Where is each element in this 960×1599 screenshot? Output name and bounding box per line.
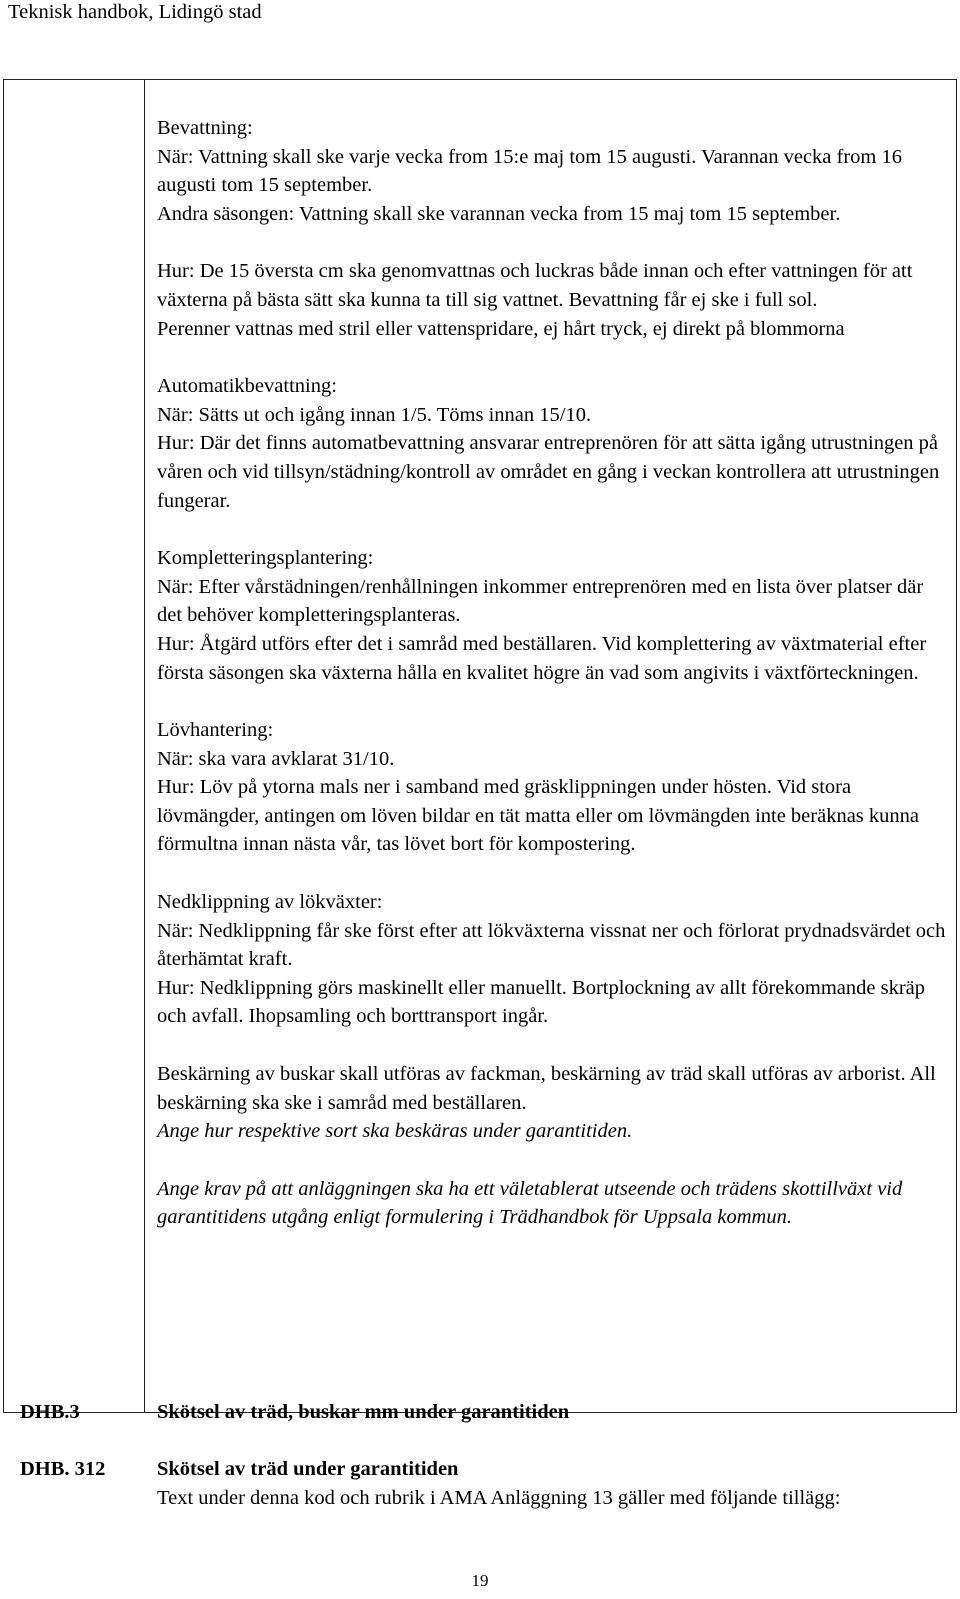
lov-nar: När: ska vara avklarat 31/10. [157, 747, 395, 770]
komplettering-heading: Kompletteringsplantering: [157, 547, 374, 570]
section-code: DHB.3 [20, 1401, 80, 1423]
bevattning-nar: När: Vattning skall ske varje vecka from 15:e maj tom 15 augusti. Varannan vecka from 16 augusti tom 15 september. [157, 145, 903, 197]
section-text: Text under denna kod och rubrik i AMA Anläggning 13 gäller med följande tillägg: [157, 1486, 841, 1509]
garantitid-instruction: Ange krav på att anläggningen ska ha ett väletablerat utseende och trädens skottillväxt vid garantitidens utgång enligt formulering i Trädhandbok för Uppsala kommun. [157, 1177, 903, 1229]
bevattning-heading: Bevattning: [157, 117, 253, 139]
lokvaxter-hur: Hur: Nedklippning görs maskinellt eller manuellt. Bortplockning av allt förekommande skräp och avfall. Ihopsamling och borttransport ingår. [157, 976, 926, 1028]
automatik-nar: När: Sätts ut och igång innan 1/5. Töms innan 15/10. [157, 403, 592, 426]
komplettering-nar: När: Efter vårstädningen/renhållningen inkommer entreprenören med en lista över platser där det behöver kompletteringsplanteras. [157, 575, 924, 627]
lokvaxter-nar: När: Nedklippning får ske först efter att lökväxterna vissnat ner och förlorat prydnadsvärdet och återhämtat kraft. [157, 919, 946, 971]
beskarning-instruction: Ange hur respektive sort ska beskäras under garantitiden. [157, 1120, 633, 1143]
section-title: Skötsel av träd under garantitiden [157, 1458, 459, 1480]
komplettering-hur: Hur: Åtgärd utförs efter det i samråd med beställaren. Vid komplettering av växtmaterial efter första säsongen ska växterna hålla en kvalitet högre än vad som angivits i växtförteckningen. [157, 632, 927, 684]
section-code: DHB. 312 [20, 1458, 106, 1480]
automatik-heading: Automatikbevattning: [157, 375, 337, 398]
column-divider [144, 80, 145, 1412]
bevattning-andra-sasongen: Andra säsongen: Vattning skall ske varannan vecka from 15 maj tom 15 september. [157, 202, 841, 225]
lov-hur: Hur: Löv på ytorna mals ner i samband med gräsklippningen under hösten. Vid stora lövmängder, antingen om löven bildar en tät matta eller om lövmängden inte beräknas kunna förmultna innan nästa vår, tas lövet bort för kompostering. [157, 776, 920, 856]
bevattning-perenner: Perenner vattnas med stril eller vattenspridare, ej hårt tryck, ej direkt på blommorna [157, 317, 845, 340]
lokvaxter-heading: Nedklippning av lökväxter: [157, 891, 383, 914]
page-header: Teknisk handbok, Lidingö stad [8, 1, 262, 23]
bevattning-hur: Hur: De 15 översta cm ska genomvattnas och luckras både innan och efter vattningen för att växterna på bästa sätt ska kunna ta till sig vattnet. Bevattning får ej ske i full sol. [157, 260, 913, 311]
section-title: Skötsel av träd, buskar mm under garantitiden [157, 1401, 570, 1423]
page-number: 19 [471, 1571, 489, 1590]
lov-heading: Lövhantering: [157, 719, 274, 742]
main-content [157, 114, 947, 1232]
beskarning-text: Beskärning av buskar skall utföras av fackman, beskärning av träd skall utföras av arborist. All beskärning ska ske i samråd med beställaren. [157, 1063, 936, 1114]
automatik-hur: Hur: Där det finns automatbevattning ansvarar entreprenören för att sätta igång utrustningen på våren och vid tillsyn/städning/kontroll av området en gång i veckan kontrollera att utrustningen fungerar. [157, 432, 940, 512]
